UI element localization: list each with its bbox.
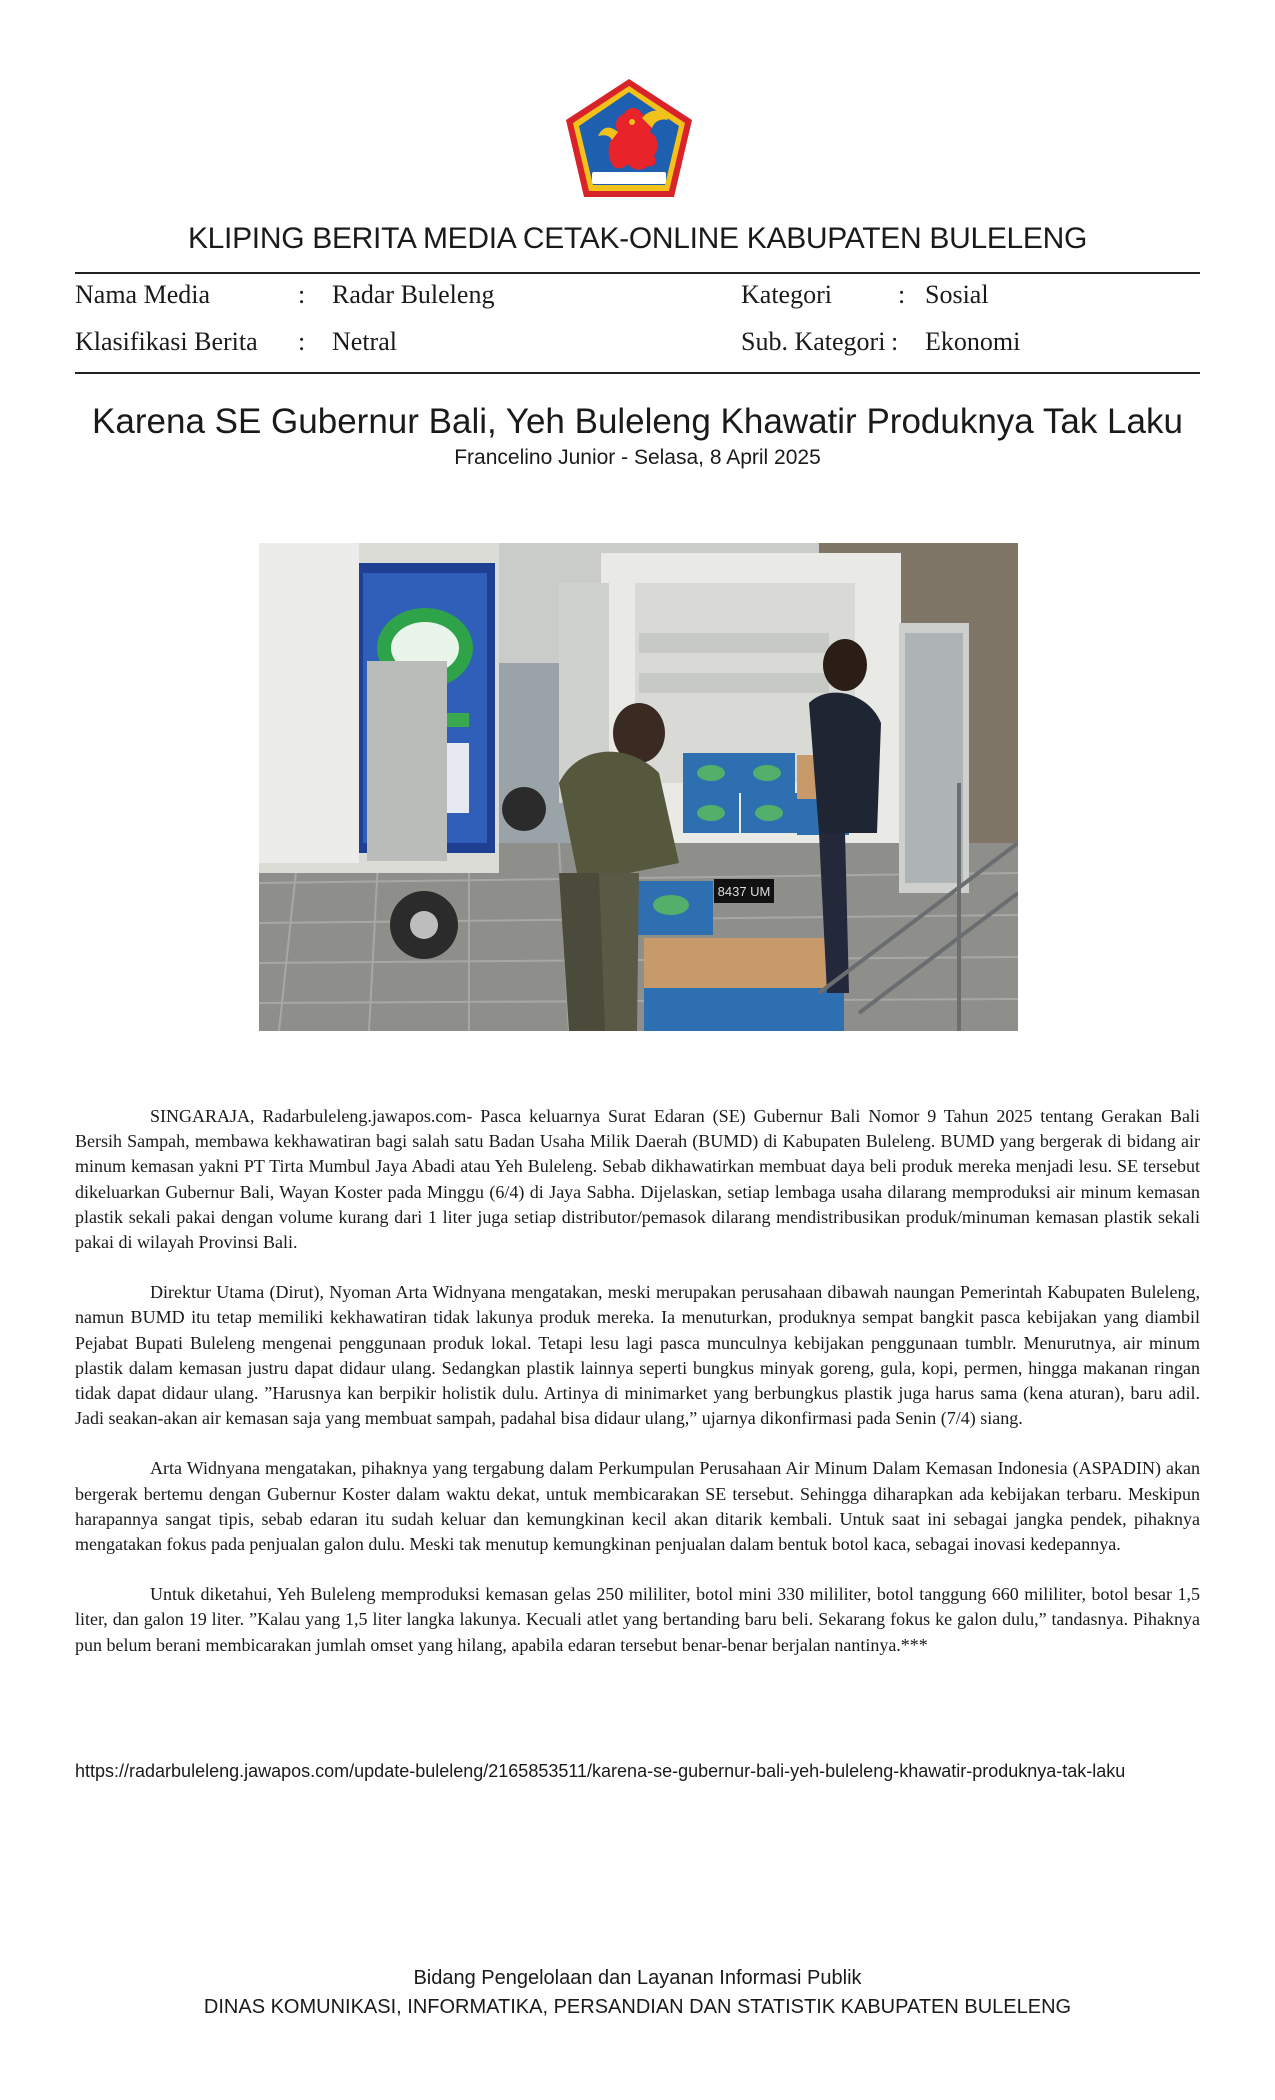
header-divider-bottom xyxy=(75,372,1200,374)
article-body xyxy=(75,1104,1200,1683)
lion-crest-logo-icon xyxy=(562,76,696,200)
meta-colon: : xyxy=(298,327,306,356)
nama-media-label: Nama Media xyxy=(75,280,211,309)
footer-unit: Bidang Pengelolaan dan Layanan Informasi Publik xyxy=(413,1967,862,1989)
clipping-header-title: KLIPING BERITA MEDIA CETAK-ONLINE KABUPATEN BULELENG xyxy=(187,222,1088,255)
article-title: Karena SE Gubernur Bali, Yeh Buleleng Khawatir Produknya Tak Laku xyxy=(92,402,1183,441)
meta-colon: : xyxy=(298,280,306,309)
article-paragraph: Direktur Utama (Dirut), Nyoman Arta Widnyana mengatakan, meski merupakan perusahaan dibawah naungan Pemerintah Kabupaten Buleleng, namun BUMD itu tetap memiliki kekhawatiran tidak lakunya produk mereka. Ia menuturkan, produknya sempat bangkit pasca kebijakan yang diambil Pejabat Bupati Buleleng mengenai penggunaan produk lokal. Tetapi lesu lagi pasca munculnya kebijakan penggunaan tumblr. Menurutnya, air minum plastik dalam kemasan justru dapat didaur ulang. Sedangkan plastik lainnya seperti bungkus minyak goreng, gula, kopi, permen, hingga makanan ringan tidak dapat didaur ulang. ”Harusnya kan berpikir holistik dulu. Artinya di minimarket yang berbungkus plastik juga harus sama (kena aturan), baru adil. Jadi seakan-akan air kemasan saja yang membuat sampah, padahal bisa didaur ulang,” ujarnya dikonfirmasi pada Senin (7/4) siang. xyxy=(75,1282,1200,1429)
kategori-label: Kategori xyxy=(741,280,832,309)
nama-media-value: Radar Buleleng xyxy=(332,280,495,309)
news-photo xyxy=(259,543,1018,1031)
article-byline: Francelino Junior - Selasa, 8 April 2025 xyxy=(454,446,821,469)
source-url: https://radarbuleleng.jawapos.com/update-buleleng/2165853511/karena-se-gubernur-bali-yeh-buleleng-khawatir-produknya-tak-laku xyxy=(75,1761,1126,1781)
klasifikasi-label: Klasifikasi Berita xyxy=(75,327,258,356)
kategori-value: Sosial xyxy=(925,280,989,309)
article-paragraph: SINGARAJA, Radarbuleleng.jawapos.com- Pasca keluarnya Surat Edaran (SE) Gubernur Bali Nomor 9 Tahun 2025 tentang Gerakan Bali Bersih Sampah, membawa kekhawatiran bagi salah satu Badan Usaha Milik Daerah (BUMD) di Kabupaten Buleleng. BUMD yang bergerak di bidang air minum kemasan yakni PT Tirta Mumbul Jaya Abadi atau Yeh Buleleng. Sebab dikhawatirkan membuat daya beli produk mereka menjadi lesu. SE tersebut dikeluarkan Gubernur Bali, Wayan Koster pada Minggu (6/4) di Jaya Sabha. Dijelaskan, setiap lembaga usaha dilarang memproduksi air minum kemasan plastik sekali pakai dengan volume kurang dari 1 liter juga setiap distributor/pemasok dilarang mendistribusikan produk/minuman kemasan plastik sekali pakai di wilayah Provinsi Bali. xyxy=(75,1106,1200,1253)
article-paragraph: Arta Widnyana mengatakan, pihaknya yang tergabung dalam Perkumpulan Perusahaan Air Minum Dalam Kemasan Indonesia (ASPADIN) akan bergerak bertemu dengan Gubernur Koster dalam waktu dekat, untuk membicarakan SE tersebut. Sehingga diharapkan ada kebijakan terbaru. Meskipun harapannya sangat tipis, sebab edaran itu sudah keluar dan kemungkinan kecil akan ditarik kembali. Untuk saat ini sebagai jangka pendek, pihaknya mengatakan fokus pada penjualan galon dulu. Meski tak menutup kemungkinan penjualan dalam bentuk botol kaca, sebagai inovasi kedepannya. xyxy=(75,1458,1200,1555)
subkategori-label: Sub. Kategori xyxy=(741,327,886,356)
footer-agency: DINAS KOMUNIKASI, INFORMATIKA, PERSANDIAN DAN STATISTIK KABUPATEN BULELENG xyxy=(203,1996,1072,2018)
photo-plate-text: 8437 UM xyxy=(717,884,771,899)
article-paragraph: Untuk diketahui, Yeh Buleleng memproduksi kemasan gelas 250 mililiter, botol mini 330 mililiter, botol tanggung 660 mililiter, botol besar 1,5 liter, dan galon 19 liter. ”Kalau yang 1,5 liter langka lakunya. Kecuali atlet yang bertanding baru beli. Sekarang fokus ke galon dulu,” tandasnya. Pihaknya pun belum berani membicarakan jumlah omset yang hilang, apabila edaran tersebut benar-benar berjalan nantinya.*** xyxy=(75,1584,1200,1655)
klasifikasi-value: Netral xyxy=(332,327,397,356)
subkategori-value: Ekonomi xyxy=(925,327,1021,356)
meta-colon: : xyxy=(898,280,906,309)
meta-colon: : xyxy=(891,327,899,356)
header-divider-top xyxy=(75,272,1200,274)
